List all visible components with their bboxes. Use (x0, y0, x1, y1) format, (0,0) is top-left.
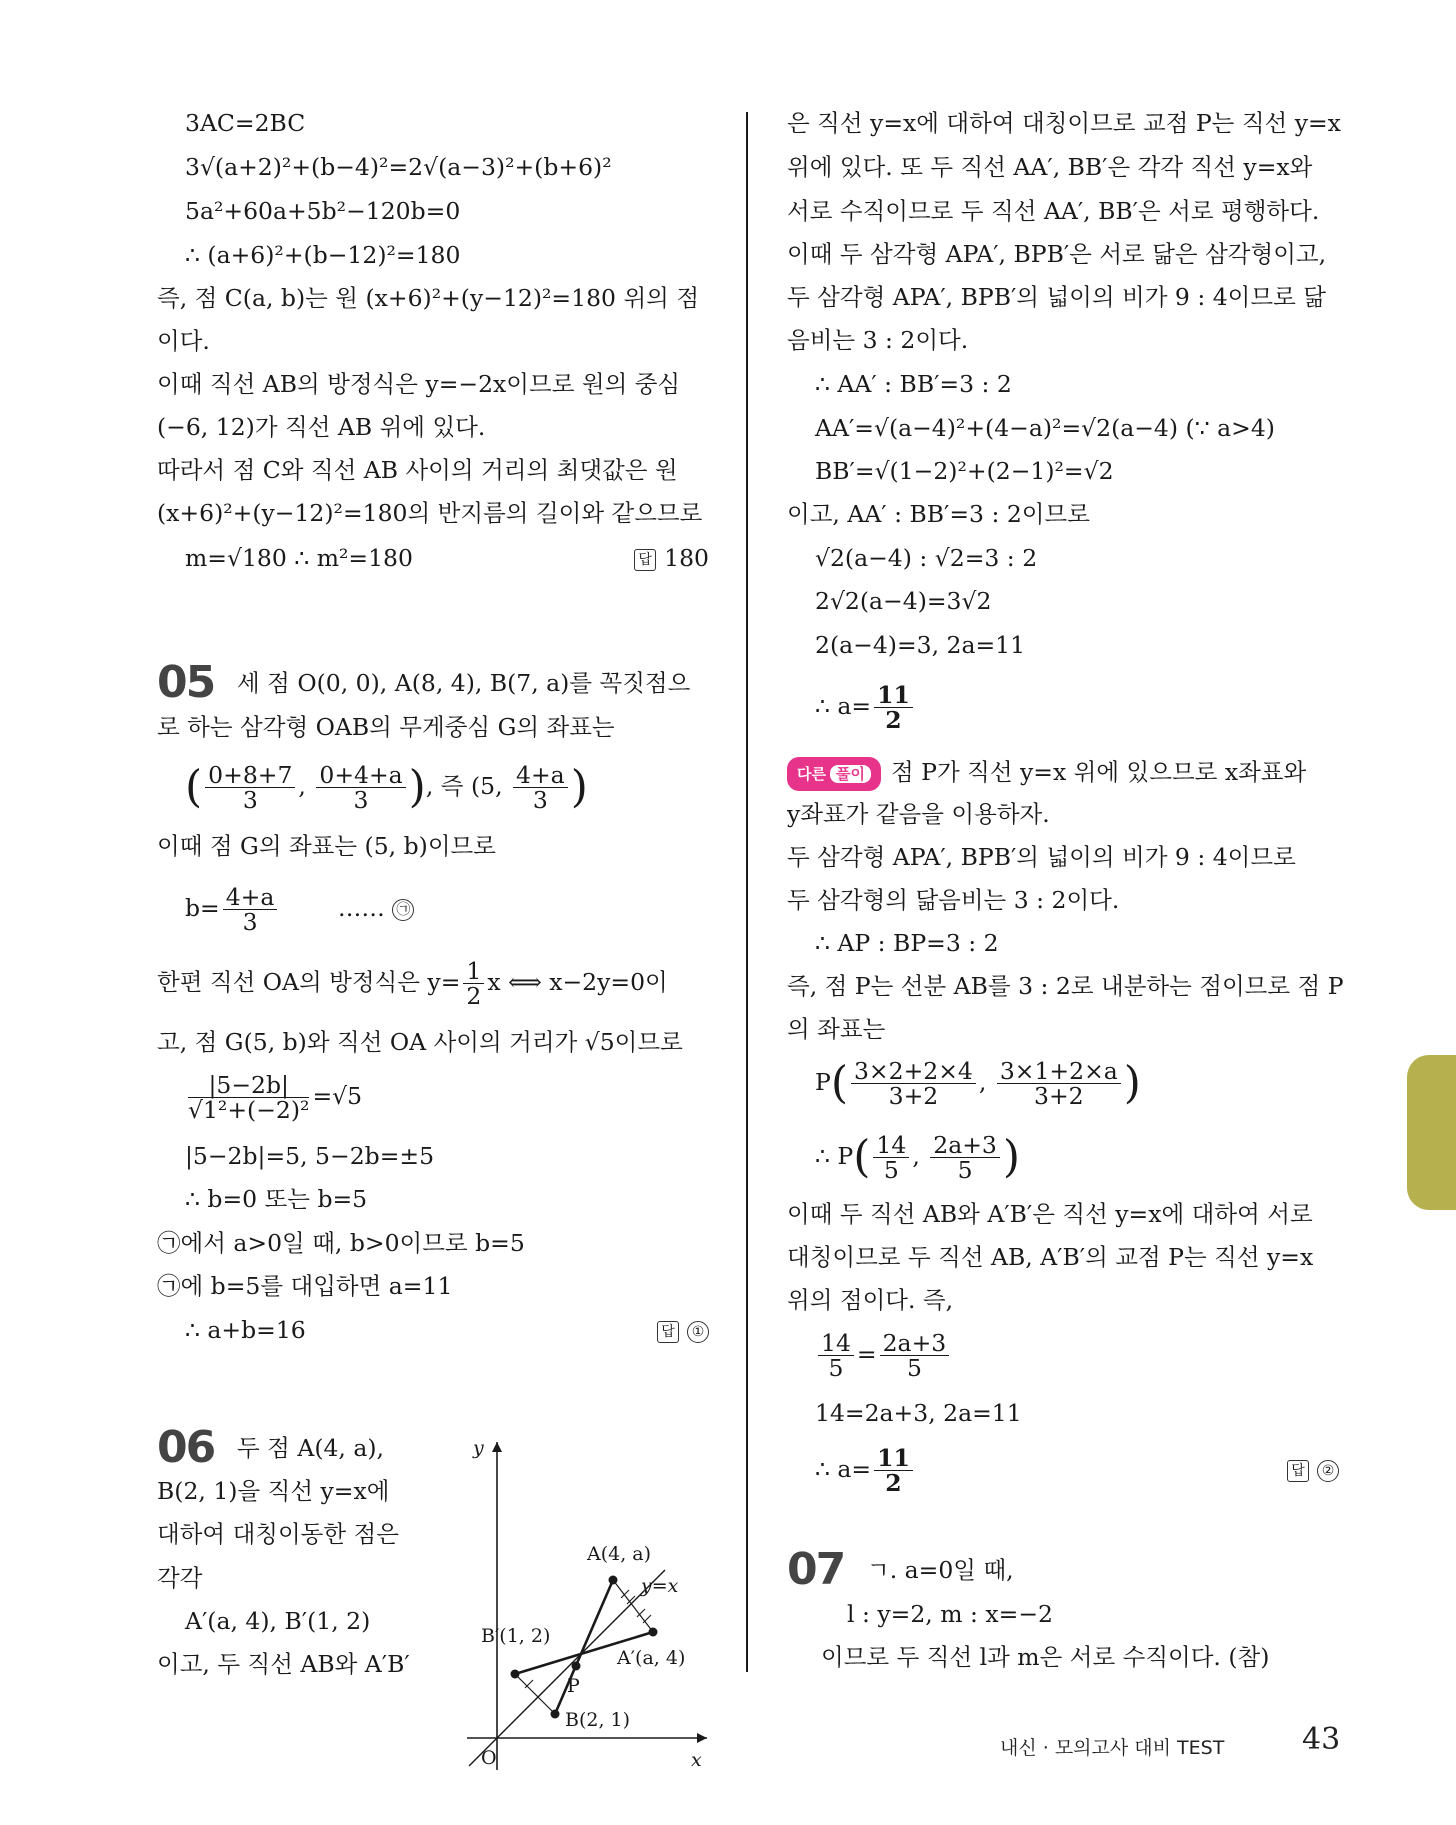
eq-line: 14=2a+3, 2a=11 (815, 1399, 1022, 1427)
text-line: 이때 두 직선 AB와 A′B′은 직선 y=x에 대하여 서로 (787, 1200, 1313, 1228)
eq-line: 3√(a+2)²+(b−4)²=2√(a−3)²+(b+6)² (185, 153, 612, 181)
section-point-result: ∴ P( $\frac{14}{5}$ , $\frac{2a+3}{5}$ ) (815, 1131, 1021, 1184)
eq-line: A′(a, 4), B′(1, 2) (185, 1607, 371, 1635)
text-line: 한편 직선 OA의 방정식은 y= $\frac{1}{2}$ x ⟺ x−2y=0이 (157, 957, 668, 1010)
section-number-06: 06 (157, 1422, 215, 1473)
reflection-diagram (457, 1430, 709, 1790)
eq-line: AA′=√(a−4)²+(4−a)²=√2(a−4) (∵ a>4) (815, 414, 1275, 442)
text-line: 따라서 점 C와 직선 AB 사이의 거리의 최댓값은 원 (157, 456, 678, 484)
text-line: 서로 수직이므로 두 직선 AA′, BB′은 서로 평행하다. (787, 197, 1320, 225)
text-line: 위의 점이다. 즉, (787, 1286, 954, 1314)
point-A (609, 1576, 618, 1585)
eq-line: m=√180 ∴ m²=180 (185, 544, 413, 572)
chapter-tab (1407, 1055, 1456, 1210)
section-number-07: 07 (787, 1544, 845, 1595)
eq-line: 2(a−4)=3, 2a=11 (815, 631, 1026, 659)
fraction: $\frac{4+a}{3}$ (513, 763, 568, 812)
eq-line: ∴ (a+6)²+(b−12)²=180 (185, 241, 461, 269)
eq-line: $\frac{14}{5}$ = $\frac{2a+3}{5}$ (815, 1326, 952, 1382)
text-line: 이고, 두 직선 AB와 A′B′ (157, 1650, 410, 1678)
text-line: 이때 직선 AB의 방정식은 y=−2x이므로 원의 중심 (157, 370, 681, 398)
text-line: y좌표가 같음을 이용하자. (787, 800, 1050, 828)
label-y-eq-x: y=x (641, 1575, 679, 1597)
page-number: 43 (1302, 1722, 1341, 1757)
eq-line: BB′=√(1−2)²+(2−1)²=√2 (815, 457, 1114, 485)
text-line: 의 좌표는 (787, 1015, 886, 1043)
answer-05: 답 ① (657, 1315, 709, 1345)
point-Ap (649, 1628, 658, 1637)
text-line: 이므로 두 직선 l과 m은 서로 수직이다. (참) (821, 1643, 1270, 1671)
axis-label-x: x (691, 1749, 702, 1771)
segment-BBp (515, 1674, 555, 1714)
mark-giyeok: ㉠ (392, 899, 414, 921)
text-line: 로 하는 삼각형 OAB의 무게중심 G의 좌표는 (157, 713, 615, 741)
centroid-formula: ( $\frac{0+8+7}{3}$ , $\frac{0+4+a}{3}$ ), 즉 (5, $\frac{4+a}{3}$ ) (185, 761, 588, 814)
text-line: 음비는 3 : 2이다. (787, 326, 969, 354)
text-line: 대하여 대칭이동한 점은 (157, 1520, 399, 1548)
text-line: 즉, 점 P는 선분 AB를 3 : 2로 내분하는 점이므로 점 P (787, 972, 1344, 1000)
text-line: 이고, AA′ : BB′=3 : 2이므로 (787, 500, 1090, 528)
text-line: B(2, 1)을 직선 y=x에 (157, 1477, 390, 1505)
text-line: 이다. (157, 327, 210, 355)
column-divider (746, 112, 748, 1672)
eq-line: ∴ a= $\frac{11}{2}$ (815, 678, 916, 734)
eq-line: 2√2(a−4)=3√2 (815, 587, 992, 615)
section-number-05: 05 (157, 657, 215, 708)
x-axis-arrow (697, 1733, 707, 1743)
point-P (572, 1662, 581, 1671)
eq-line: ∴ AP : BP=3 : 2 (815, 929, 999, 957)
eq-line: 5a²+60a+5b²−120b=0 (185, 197, 461, 225)
text-line: 두 점 A(4, a), (237, 1434, 385, 1462)
label-Bp: B′(1, 2) (481, 1625, 551, 1647)
eq-line-b: b= $\frac{4+a}{3}$ …… ㉠ (185, 880, 414, 936)
answer-04: 답 180 (634, 543, 709, 573)
text-line: 두 삼각형 APA′, BPB′의 넓이의 비가 9 : 4이므로 닮 (787, 283, 1326, 311)
axis-label-y: y (473, 1437, 484, 1459)
answer-icon: 답 (634, 549, 656, 571)
text-line: 다른 풀이 점 P가 직선 y=x 위에 있으므로 x좌표와 (787, 756, 1306, 791)
answer-06: 답 ② (1287, 1454, 1339, 1484)
text-line: 두 삼각형 APA′, BPB′의 넓이의 비가 9 : 4이므로 (787, 843, 1296, 871)
answer-icon: 답 (1287, 1460, 1309, 1482)
eq-line: ∴ AA′ : BB′=3 : 2 (815, 370, 1012, 398)
text-line: 이때 점 G의 좌표는 (5, b)이므로 (157, 832, 496, 860)
text-line: 이때 두 삼각형 APA′, BPB′은 서로 닮은 삼각형이고, (787, 240, 1327, 268)
text-line: 고, 점 G(5, b)와 직선 OA 사이의 거리가 √5이므로 (157, 1028, 683, 1056)
fraction: $\frac{0+8+7}{3}$ (205, 763, 295, 812)
footer-label: 내신 · 모의고사 대비 TEST (1000, 1737, 1225, 1759)
text-line: ㄱ. a=0일 때, (867, 1556, 1014, 1584)
eq-line: √2(a−4) : √2=3 : 2 (815, 544, 1038, 572)
y-axis-arrow (492, 1442, 502, 1452)
text-line: (x+6)²+(y−12)²=180의 반지름의 길이와 같으므로 (157, 499, 703, 527)
text-line: 각각 (157, 1564, 203, 1592)
label-Ap: A′(a, 4) (617, 1647, 686, 1669)
text-line: 즉, 점 C(a, b)는 원 (x+6)²+(y−12)²=180 위의 점 (157, 284, 700, 312)
text-line: ㉠에서 a>0일 때, b>0이므로 b=5 (157, 1229, 525, 1257)
answer-icon: 답 (657, 1321, 679, 1343)
eq-line: |5−2b|=5, 5−2b=±5 (185, 1142, 435, 1170)
eq-line: l : y=2, m : x=−2 (847, 1600, 1053, 1628)
point-B (551, 1710, 560, 1719)
label-P: P (567, 1675, 580, 1697)
point-Bp (511, 1670, 520, 1679)
text-line: 위에 있다. 또 두 직선 AA′, BB′은 각각 직선 y=x와 (787, 153, 1313, 181)
alt-solution-badge: 다른 풀이 (787, 756, 881, 791)
text-line: 은 직선 y=x에 대하여 대칭이므로 교점 P는 직선 y=x (787, 109, 1341, 137)
text-line: (−6, 12)가 직선 AB 위에 있다. (157, 413, 486, 441)
eq-line: ∴ a= $\frac{11}{2}$ (815, 1441, 916, 1497)
text-line: 대칭이므로 두 직선 AB, A′B′의 교점 P는 직선 y=x (787, 1243, 1314, 1271)
origin-label: O (481, 1747, 497, 1769)
text-line: 세 점 O(0, 0), A(8, 4), B(7, a)를 꼭짓점으 (237, 669, 691, 697)
eq-line: 3AC=2BC (185, 109, 306, 137)
eq-line: ∴ b=0 또는 b=5 (185, 1185, 368, 1213)
section-point-formula: P( $\frac{3\times 2+2\times 4}{3+2}$ , $\frac{3\times 1+2\times a}{3+2}$ ) (815, 1057, 1141, 1110)
label-A: A(4, a) (587, 1543, 652, 1565)
label-B: B(2, 1) (565, 1709, 631, 1731)
text-line: ㉠에 b=5를 대입하면 a=11 (157, 1272, 453, 1300)
fraction: $\frac{0+4+a}{3}$ (316, 763, 405, 812)
distance-formula: $\frac{|5-2b|}{\text{√1²+(−2)²}}$ =√5 (188, 1071, 363, 1124)
text-line: 두 삼각형의 닮음비는 3 : 2이다. (787, 886, 1120, 914)
eq-line: ∴ a+b=16 (185, 1316, 306, 1344)
